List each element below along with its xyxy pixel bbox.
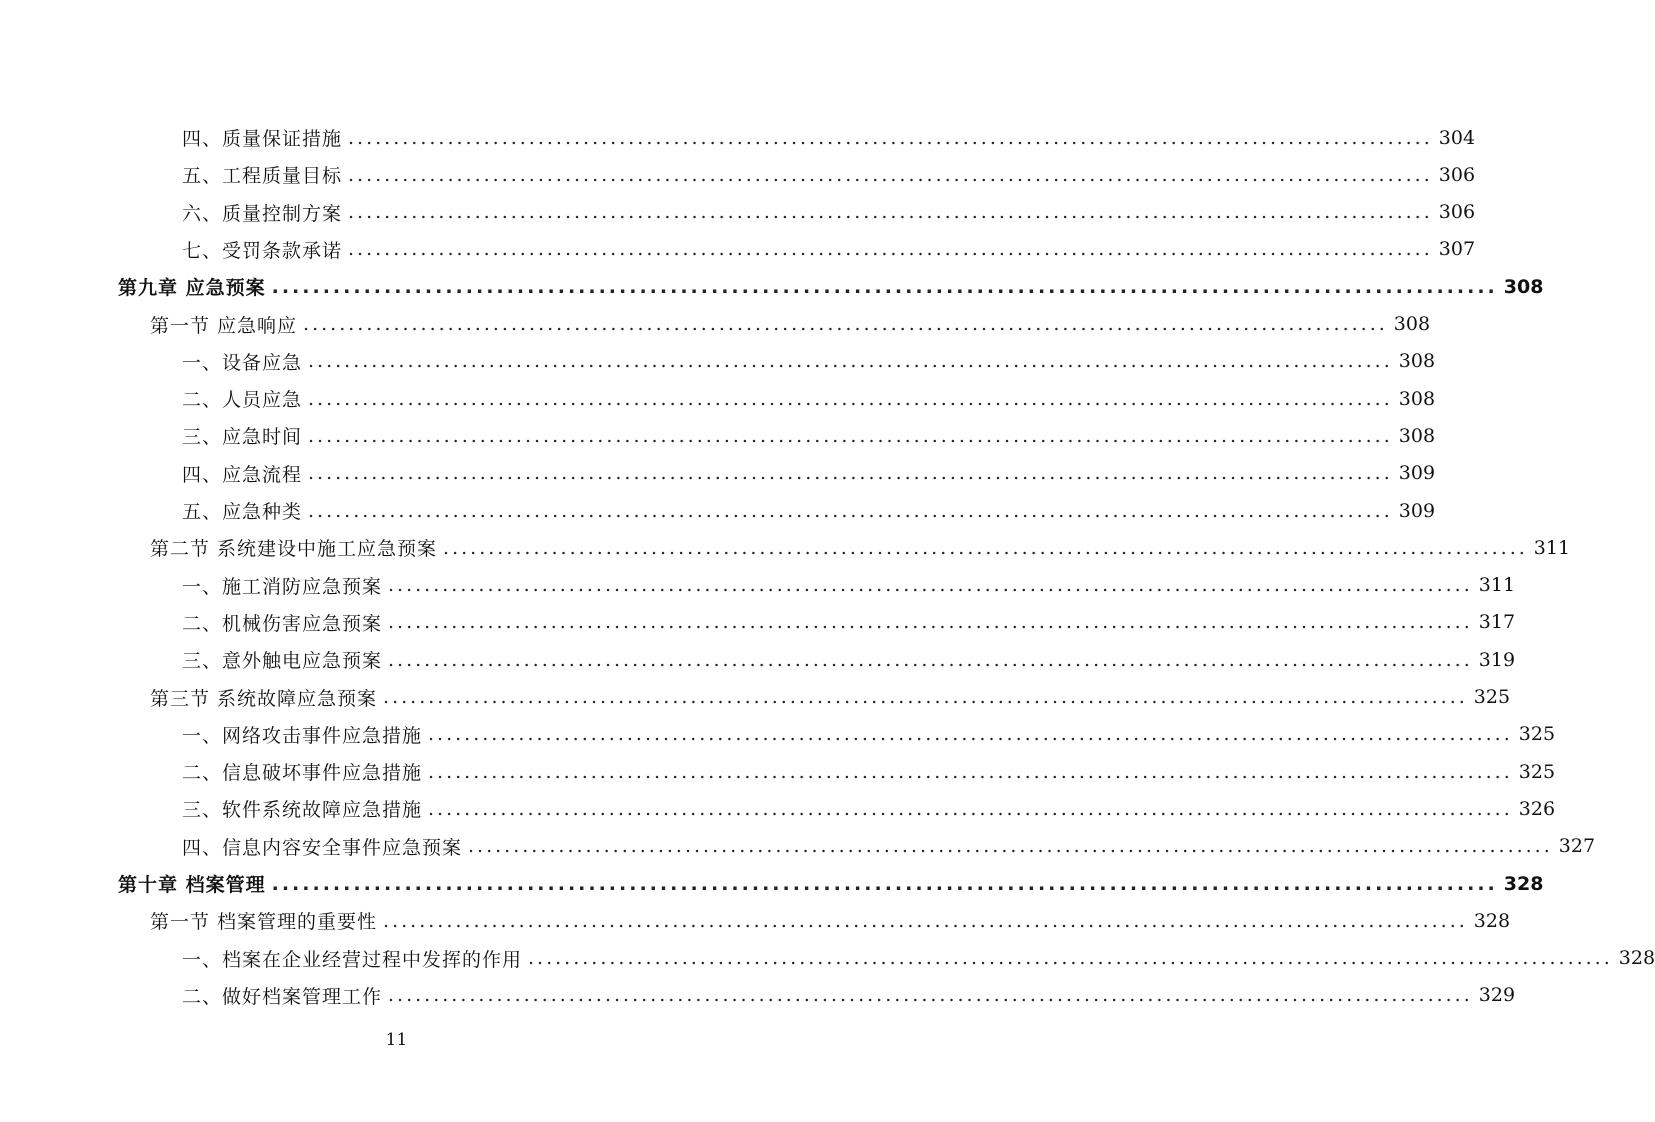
- toc-entry-title: 二、信息破坏事件应急措施: [182, 762, 423, 785]
- toc-entry-page: 311: [1533, 536, 1571, 559]
- toc-entry[interactable]: [182, 567, 1516, 604]
- toc-entry-page: 308: [1393, 313, 1431, 335]
- toc-entry[interactable]: [182, 194, 1476, 231]
- toc-entry-title: 一、设备应急: [182, 351, 303, 374]
- toc-entry[interactable]: [182, 716, 1556, 753]
- toc-entry-title: 第三节 系统故障应急预案: [150, 687, 378, 710]
- toc-entry-page: 328: [1503, 872, 1544, 895]
- toc-entry[interactable]: [182, 641, 1516, 678]
- toc-entry[interactable]: [182, 604, 1516, 641]
- toc-entry[interactable]: [118, 865, 1544, 902]
- dot-leader: ........................................................................................................................: [303, 313, 1388, 335]
- dot-leader: ........................................................................................................................: [383, 686, 1468, 708]
- toc-entry-page: 317: [1478, 611, 1516, 634]
- toc-entry[interactable]: [182, 790, 1556, 827]
- toc-entry-page: 327: [1558, 835, 1596, 858]
- dot-leader: ........................................................................................................................: [308, 499, 1393, 522]
- toc-entry[interactable]: [182, 977, 1516, 1014]
- dot-leader: ........................................................................................................................: [428, 723, 1513, 746]
- toc-entry[interactable]: [182, 231, 1476, 268]
- dot-leader: ........................................................................................................................: [308, 424, 1393, 447]
- toc-entry-title: 三、软件系统故障应急措施: [182, 799, 423, 822]
- dot-leader: ........................................................................................................................: [388, 574, 1473, 597]
- toc-entry[interactable]: [182, 753, 1556, 790]
- toc-entry-page: 329: [1478, 984, 1516, 1007]
- dot-leader: ........................................................................................................................: [383, 909, 1468, 932]
- toc-entry-title: 第一节 档案管理的重要性: [150, 911, 378, 934]
- toc-entry-page: 325: [1518, 723, 1556, 746]
- dot-leader: ........................................................................................................................: [468, 835, 1553, 858]
- dot-leader: ........................................................................................................................: [308, 350, 1393, 373]
- dot-leader: ........................................................................................................................: [348, 163, 1433, 186]
- toc-entry[interactable]: [182, 119, 1476, 156]
- dot-leader: ........................................................................................................................: [308, 387, 1393, 410]
- dot-leader: ........................................................................................................................: [388, 648, 1473, 671]
- toc-entry-page: 325: [1518, 760, 1556, 783]
- dot-leader: ........................................................................................................................: [443, 536, 1528, 559]
- toc-entry-page: 328: [1473, 909, 1511, 932]
- toc-entry-title: 一、网络攻击事件应急措施: [182, 724, 423, 747]
- toc-entry[interactable]: [182, 940, 1655, 977]
- toc-entry-title: 二、做好档案管理工作: [182, 985, 383, 1008]
- toc-entry-title: 第二节 系统建设中施工应急预案: [150, 538, 438, 561]
- toc-entry[interactable]: [150, 529, 1571, 566]
- toc-entry-page: 309: [1398, 499, 1436, 522]
- dot-leader: ........................................................................................................................: [528, 947, 1613, 970]
- dot-leader: ........................................................................................................................: [428, 797, 1513, 820]
- toc-entry[interactable]: [182, 156, 1476, 193]
- toc-entry-page: 309: [1398, 462, 1436, 485]
- dot-leader: ........................................................................................................................: [348, 238, 1433, 261]
- toc-entry-title: 四、质量保证措施: [182, 128, 343, 150]
- toc-entry-title: 二、人员应急: [182, 389, 303, 412]
- toc-entry-page: 308: [1398, 387, 1436, 410]
- toc-entry-title: 第一节 应急响应: [150, 314, 298, 337]
- dot-leader: ........................................................................................................................: [388, 611, 1473, 634]
- toc-entry-page: 306: [1438, 163, 1476, 186]
- toc-entry-title: 一、施工消防应急预案: [182, 575, 383, 598]
- toc-entry-page: 326: [1518, 797, 1556, 820]
- toc-entry-page: 308: [1398, 424, 1436, 447]
- toc-entry[interactable]: [182, 828, 1596, 865]
- dot-leader: ........................................................................................................................: [348, 126, 1433, 149]
- toc-entry-title: 四、信息内容安全事件应急预案: [182, 836, 463, 859]
- toc-entry-page: 307: [1438, 238, 1476, 261]
- toc-entry-page: 304: [1438, 126, 1476, 149]
- toc-entry-page: 308: [1398, 350, 1436, 373]
- toc-entry-page: 306: [1438, 201, 1476, 224]
- dot-leader: ........................................................................................................................: [428, 760, 1513, 783]
- dot-leader: ........................................................................................................................: [388, 984, 1473, 1007]
- toc-entry-page: 311: [1478, 574, 1516, 597]
- toc-entry[interactable]: [182, 380, 1436, 417]
- toc-entry-title: 四、应急流程: [182, 463, 303, 486]
- toc-entry-page: 325: [1473, 686, 1511, 708]
- toc-entry[interactable]: [118, 268, 1544, 305]
- toc-entry-title: 七、受罚条款承诺: [182, 239, 343, 262]
- toc-entry-page: 328: [1618, 947, 1655, 970]
- toc-entry[interactable]: [182, 455, 1436, 492]
- toc-entry-title: 五、工程质量目标: [182, 165, 343, 188]
- toc-entry[interactable]: [182, 343, 1436, 380]
- toc-entry-title: 第九章 应急预案: [118, 277, 266, 300]
- toc-entry-title: 五、应急种类: [182, 501, 303, 523]
- toc-entry-title: 三、应急时间: [182, 426, 303, 449]
- toc-entry[interactable]: [182, 492, 1436, 529]
- toc-entry-title: 三、意外触电应急预案: [182, 650, 383, 673]
- toc-entry-title: 二、机械伤害应急预案: [182, 612, 383, 635]
- toc-entry-title: 一、档案在企业经营过程中发挥的作用: [182, 948, 523, 971]
- toc-entry[interactable]: [150, 902, 1511, 939]
- dot-leader: ........................................................................................................................: [308, 462, 1393, 485]
- toc-entry-page: 319: [1478, 648, 1516, 671]
- toc-entry-page: 308: [1503, 275, 1544, 298]
- toc-entry-title: 第十章 档案管理: [118, 874, 266, 896]
- dot-leader: ........................................................................................................................: [348, 201, 1433, 224]
- page-number: 11: [385, 1030, 408, 1050]
- toc-entry[interactable]: [150, 306, 1431, 343]
- toc-entry-title: 六、质量控制方案: [182, 202, 343, 225]
- dot-leader: ........................................................................................................................: [271, 872, 1498, 895]
- toc-entry[interactable]: [150, 679, 1511, 716]
- toc-entry[interactable]: [182, 417, 1436, 454]
- dot-leader: ........................................................................................................................: [271, 275, 1498, 298]
